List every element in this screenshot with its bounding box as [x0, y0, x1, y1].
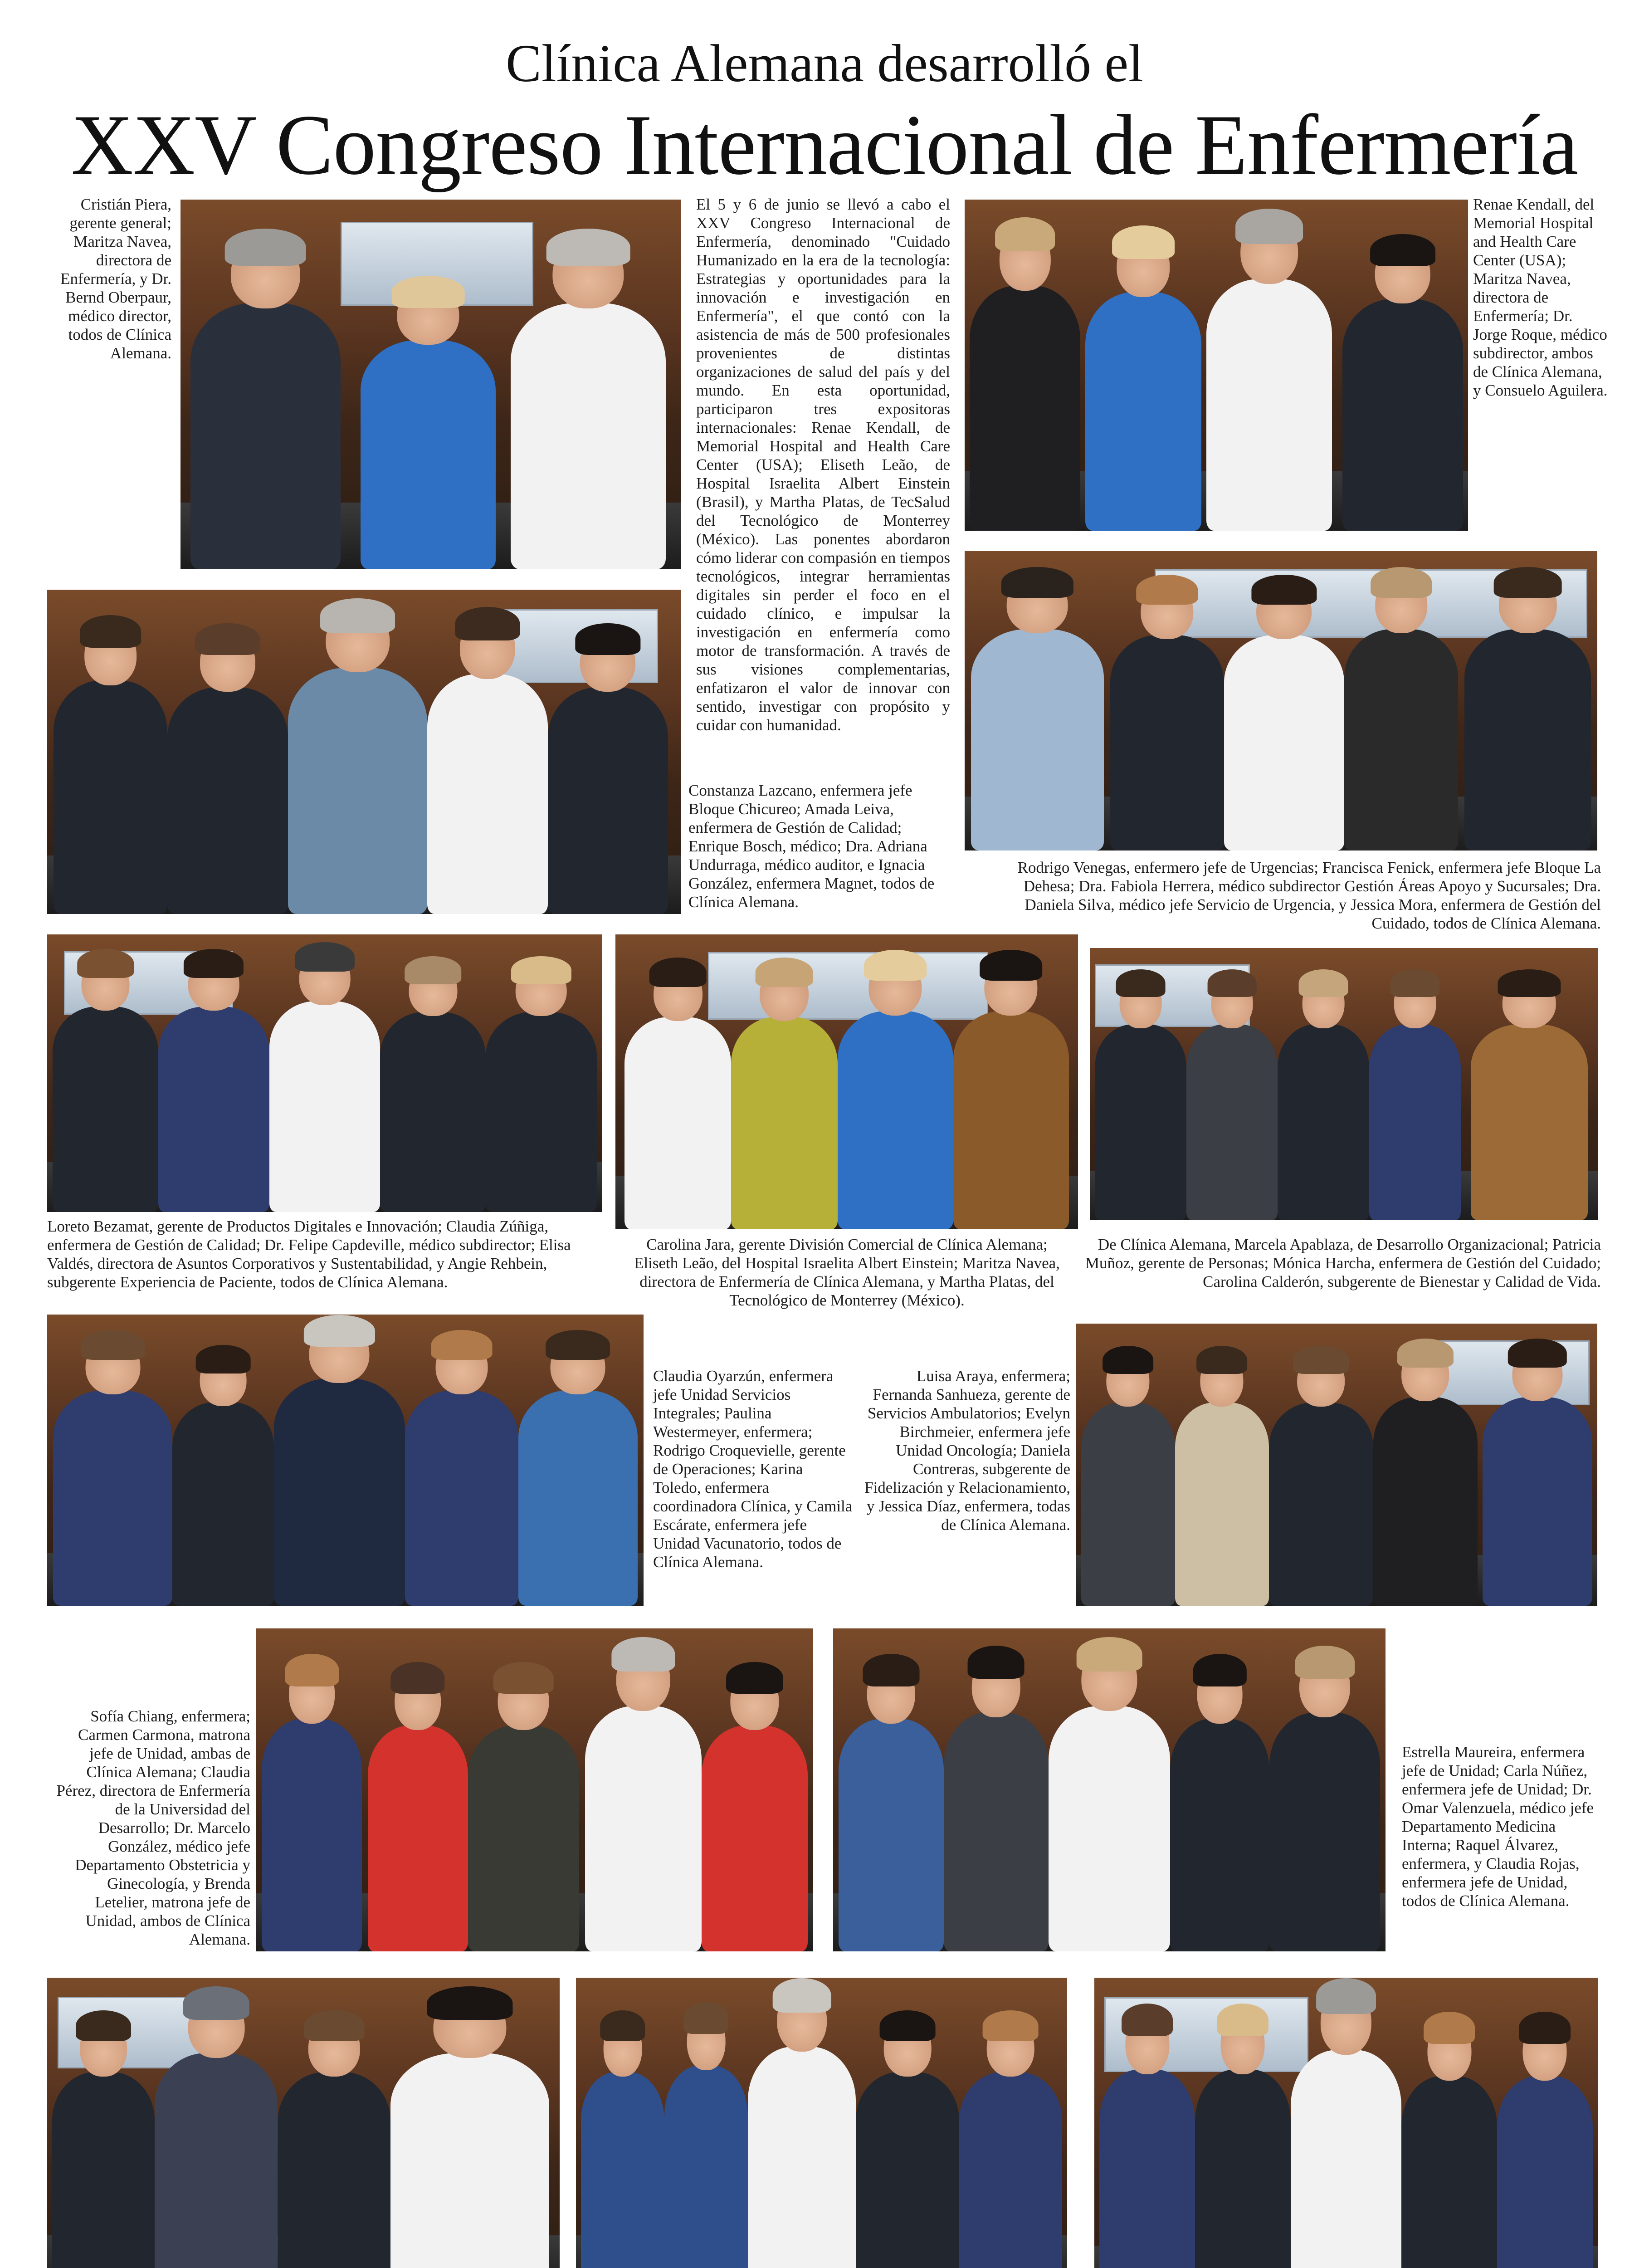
caption-photo-6: Carolina Jara, gerente División Comercial de Clínica Alemana; Eliseth Leão, del Hospital Israelita Albert Einstein; Maritza Navea, directora de Enfermería de Clínica Alemana, y Martha Platas, del Tecnológico de Monterrey (México).	[634, 1236, 1060, 1309]
headline-line1: Clínica Alemana desarrolló el	[506, 34, 1143, 93]
caption-photo-10: Sofía Chiang, enfermera; Carmen Carmona, matrona jefe de Unidad, ambas de Clínica Alemana; Claudia Pérez, directora de Enfermería de la Universidad del Desarrollo; Dr. Marcelo González, médico jefe Departamento Obstetricia y Ginecología, y Brenda Letelier, matrona jefe de Unidad, ambos de Clínica Alemana.	[56, 1707, 250, 1948]
photo-5	[47, 934, 602, 1212]
photo-9	[1076, 1324, 1597, 1606]
photo-11	[833, 1628, 1386, 1951]
caption-photo-11: Estrella Maureira, enfermera jefe de Unidad; Carla Núñez, enfermera jefe de Unidad; Dr. Omar Valenzuela, médico jefe Departamento Medicina Interna; Raquel Álvarez, enfermera, y Claudia Rojas, enfermera jefe de Unidad, todos de Clínica Alemana.	[1402, 1743, 1594, 1910]
photo-10	[256, 1628, 813, 1951]
photo-6	[615, 934, 1078, 1229]
photo-2	[965, 200, 1468, 531]
photo-8	[47, 1315, 644, 1606]
caption-photo-2: Renae Kendall, del Memorial Hospital and Health Care Center (USA); Maritza Navea, directora de Enfermería; Dr. Jorge Roque, médico subdirector, ambos de Clínica Alemana, y Consuelo Aguilera.	[1473, 196, 1608, 399]
caption-photo-7: De Clínica Alemana, Marcela Apablaza, de Desarrollo Organizacional; Patricia Muñoz, gerente de Personas; Mónica Harcha, enfermera de Gestión del Cuidado; Carolina Calderón, subgerente de Bienestar y Calidad de Vida.	[1085, 1236, 1601, 1290]
caption-photo-1: Cristián Piera, gerente general; Maritza Navea, directora de Enfermería, y Dr. Bernd Oberpaur, médico director, todos de Clínica Alemana.	[60, 196, 171, 362]
caption-photo-9: Luisa Araya, enfermera; Fernanda Sanhueza, gerente de Servicios Ambulatorios; Evelyn Birchmeier, enfermera jefe Unidad Oncología; Daniela Contreras, subgerente de Fidelización y Relacionamiento, y Jessica Díaz, enfermera, todas de Clínica Alemana.	[864, 1367, 1070, 1534]
photo-14	[1094, 1978, 1598, 2268]
photo-7	[1090, 948, 1598, 1220]
photo-3	[47, 590, 681, 914]
caption-photo-4: Rodrigo Venegas, enfermero jefe de Urgencias; Francisca Fenick, enfermera jefe Bloque La Dehesa; Dra. Fabiola Herrera, médico subdirector Gestión Áreas Apoyo y Sucursales; Dra. Daniela Silva, médico jefe Servicio de Urgencia, y Jessica Mora, enfermera de Gestión del Cuidado, todos de Clínica Alemana.	[1017, 859, 1601, 932]
photo-13	[576, 1978, 1067, 2268]
headline-line2: XXV Congreso Internacional de Enfermería	[71, 98, 1578, 193]
photo-4	[965, 551, 1597, 850]
photo-1	[181, 200, 681, 569]
caption-photo-3: Constanza Lazcano, enfermera jefe Bloque Chicureo; Amada Leiva, enfermera de Gestión de Calidad; Enrique Bosch, médico; Dra. Adriana Undurraga, médico auditor, e Ignacia González, enfermera Magnet, todos de Clínica Alemana.	[688, 782, 935, 911]
caption-photo-8: Claudia Oyarzún, enfermera jefe Unidad Servicios Integrales; Paulina Westermeyer, enfermera; Rodrigo Croquevielle, gerente de Operaciones; Karina Toledo, enfermera coordinadora Clínica, y Camila Escárate, enfermera jefe Unidad Vacunatorio, todos de Clínica Alemana.	[653, 1367, 853, 1571]
caption-photo-5: Loreto Bezamat, gerente de Productos Digitales e Innovación; Claudia Zúñiga, enfermera de Gestión de Calidad; Dr. Felipe Capdeville, médico subdirector; Elisa Valdés, directora de Asuntos Corporativos y Sustentabilidad, y Angie Rehbein, subgerente Experiencia de Paciente, todos de Clínica Alemana.	[47, 1217, 571, 1291]
intro-article-text: El 5 y 6 de junio se llevó a cabo el XXV Congreso Internacional de Enfermería, denominado "Cuidado Humanizado en la era de la tecnología: Estrategias y oportunidades para la innovación e investigación en Enfermería", el que contó con la asistencia de más de 500 profesionales provenientes de distintas organizaciones de salud del país y del mundo. En esta oportunidad, participaron tres expositoras internacionales: Renae Kendall, de Memorial Hospital and Health Care Center (USA); Eliseth Leão, de Hospital Israelita Albert Einstein (Brasil), y Martha Platas, de TecSalud del Tecnológico de Monterrey (México). Las ponentes abordaron cómo liderar con compasión en tiempos tecnológicos, integrar herramientas digitales sin perder el foco en el cuidado clínico, e impulsar la investigación en enfermería como motor de transformación. A través de sus visiones complementarias, enfatizaron el valor de innovar con sentido, investigar con propósito y cuidar con humanidad.	[696, 196, 950, 734]
photo-12	[47, 1978, 560, 2268]
